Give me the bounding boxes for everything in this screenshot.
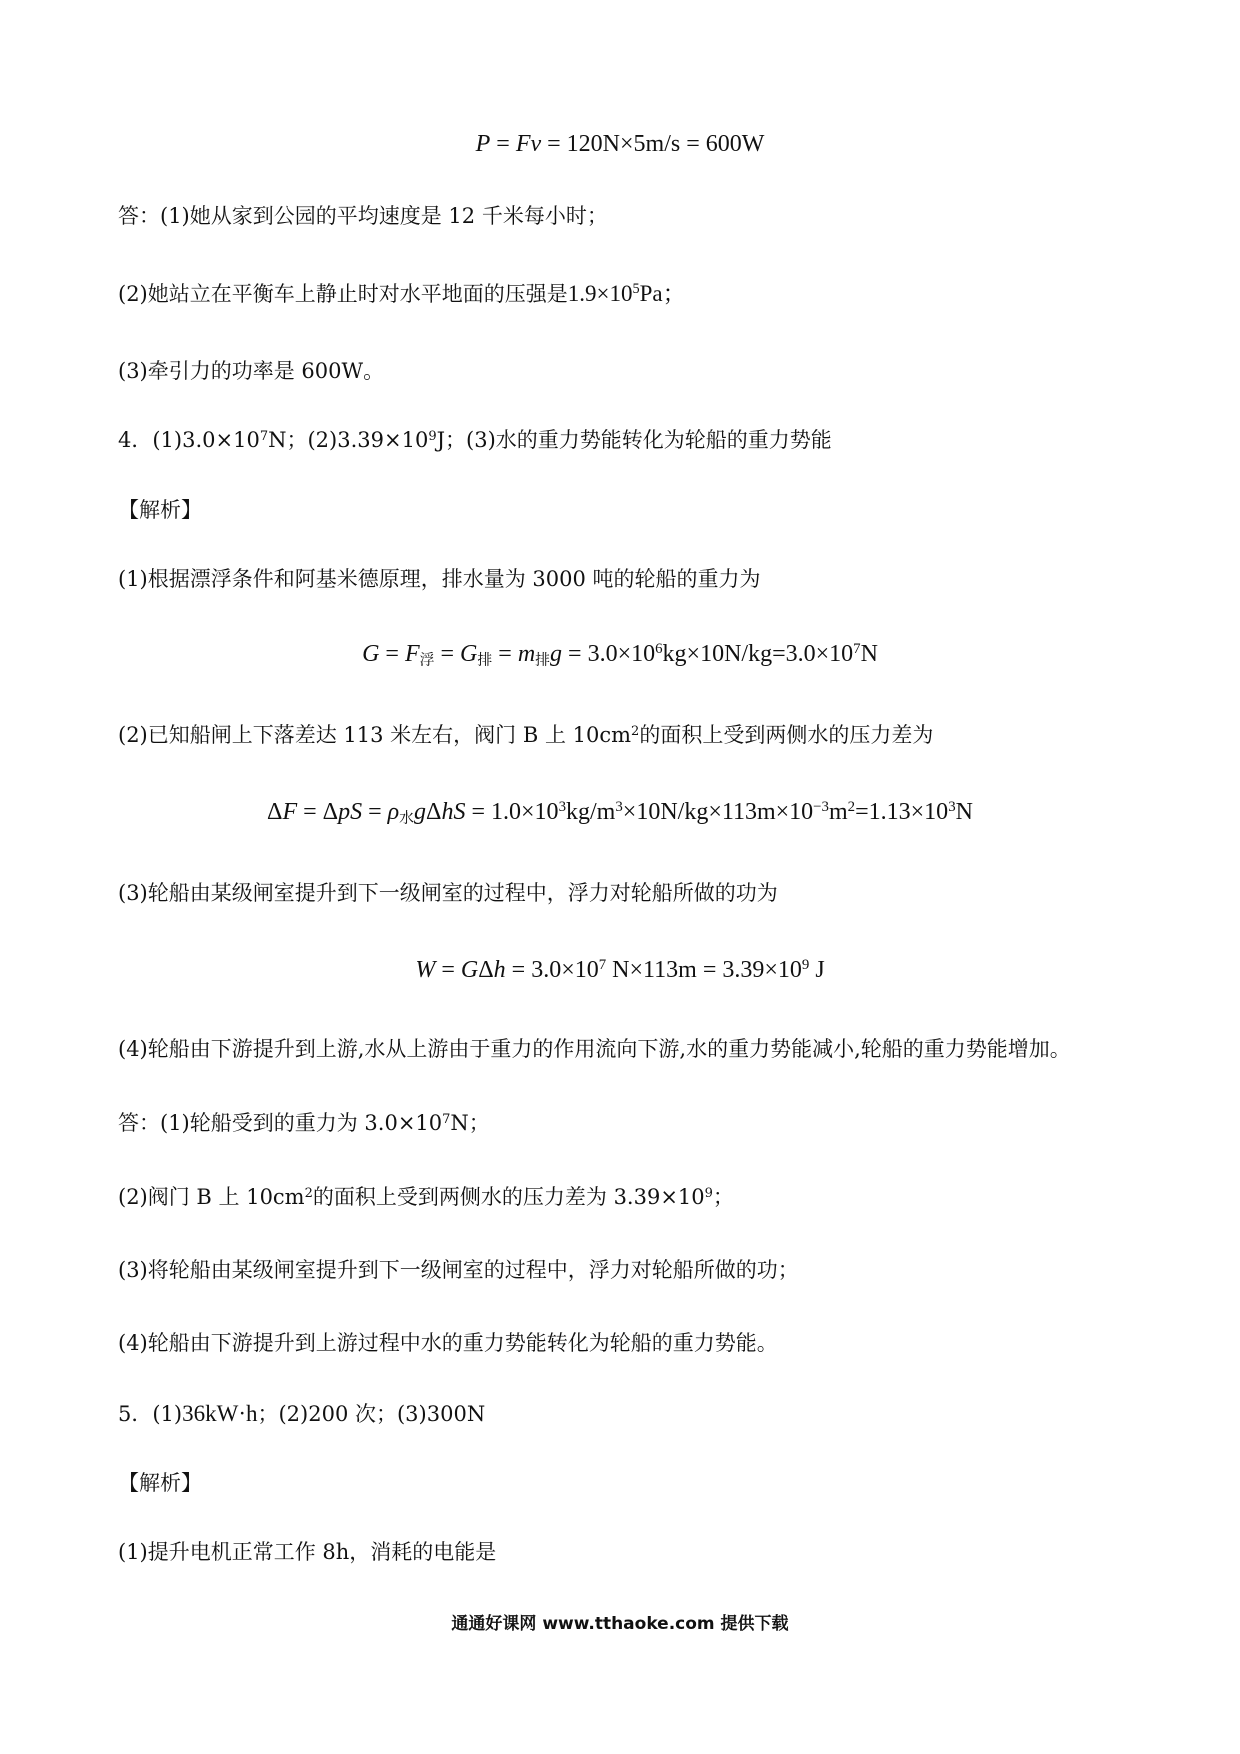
answer-line-1: 答：(1)她从家到公园的平均速度是 12 千米每小时； xyxy=(118,204,608,228)
question-5-answer: 5．(1)36kW·h；(2)200 次；(3)300N xyxy=(118,1401,486,1426)
formula-power: P = Fv = 120N×5m/s = 600W xyxy=(475,131,765,157)
summary-line-4: (4)轮船由下游提升到上游过程中水的重力势能转化为轮船的重力势能。 xyxy=(118,1331,778,1355)
analysis-line-1: (1)根据漂浮条件和阿基米德原理，排水量为 3000 吨的轮船的重力为 xyxy=(118,567,761,591)
analysis-line-2: (2)已知船闸上下落差达 113 米左右，阀门 B 上 $10cm^2$的面积上受到两侧水的压力差为 xyxy=(118,723,934,747)
analysis-heading: 【解析】 xyxy=(118,498,202,522)
formula-work: $W = G\Delta h = 3.0\times 10^7$ $N\times 113m = 3.39\times 10^9$ J xyxy=(415,956,825,983)
summary-line-1: 答：(1)轮船受到的重力为 $3.0\times 10^7N$； xyxy=(118,1111,490,1135)
analysis-heading-2: 【解析】 xyxy=(118,1471,202,1495)
summary-line-2: (2)阀门 B 上 $10cm^2$的面积上受到两侧水的压力差为 $3.39\times 10^9$； xyxy=(118,1185,734,1209)
analysis-line-4: (4)轮船由下游提升到上游,水从上游由于重力的作用流向下游,水的重力势能减小,轮船的重力势能增加。 xyxy=(118,1037,1071,1061)
analysis-line-3: (3)轮船由某级闸室提升到下一级闸室的过程中，浮力对轮船所做的功为 xyxy=(118,881,778,905)
question-4-answer: 4．$(1)3.0\times 10^7N$；$(2)3.39\times 10^9J$；(3)水的重力势能转化为轮船的重力势能 xyxy=(118,428,832,452)
formula-pressure-difference: $\Delta F = \Delta pS = \rho_水g\Delta hS = 1.0\times 10^3kg/m^3\times 10N/kg\times 113m\times 10^{-3}m^2=1.13\times 10^3N$ xyxy=(267,798,973,827)
answer-line-3: (3)牵引力的功率是 600W。 xyxy=(118,359,385,383)
answer-line-2: (2)她站立在平衡车上静止时对水平地面的压强是$1.9\times 10^5Pa$； xyxy=(118,281,686,306)
formula-gravity: $G = F_浮 = G_排 = m_排g = 3.0\times 10^6kg\times 10N/kg=3.0\times 10^7N$ xyxy=(362,640,878,669)
summary-line-3: (3)将轮船由某级闸室提升到下一级闸室的过程中，浮力对轮船所做的功； xyxy=(118,1258,799,1282)
page-footer: 通通好课网 www.tthaoke.com 提供下载 xyxy=(451,1614,789,1634)
analysis-line-5: (1)提升电机正常工作 8h，消耗的电能是 xyxy=(118,1540,497,1564)
